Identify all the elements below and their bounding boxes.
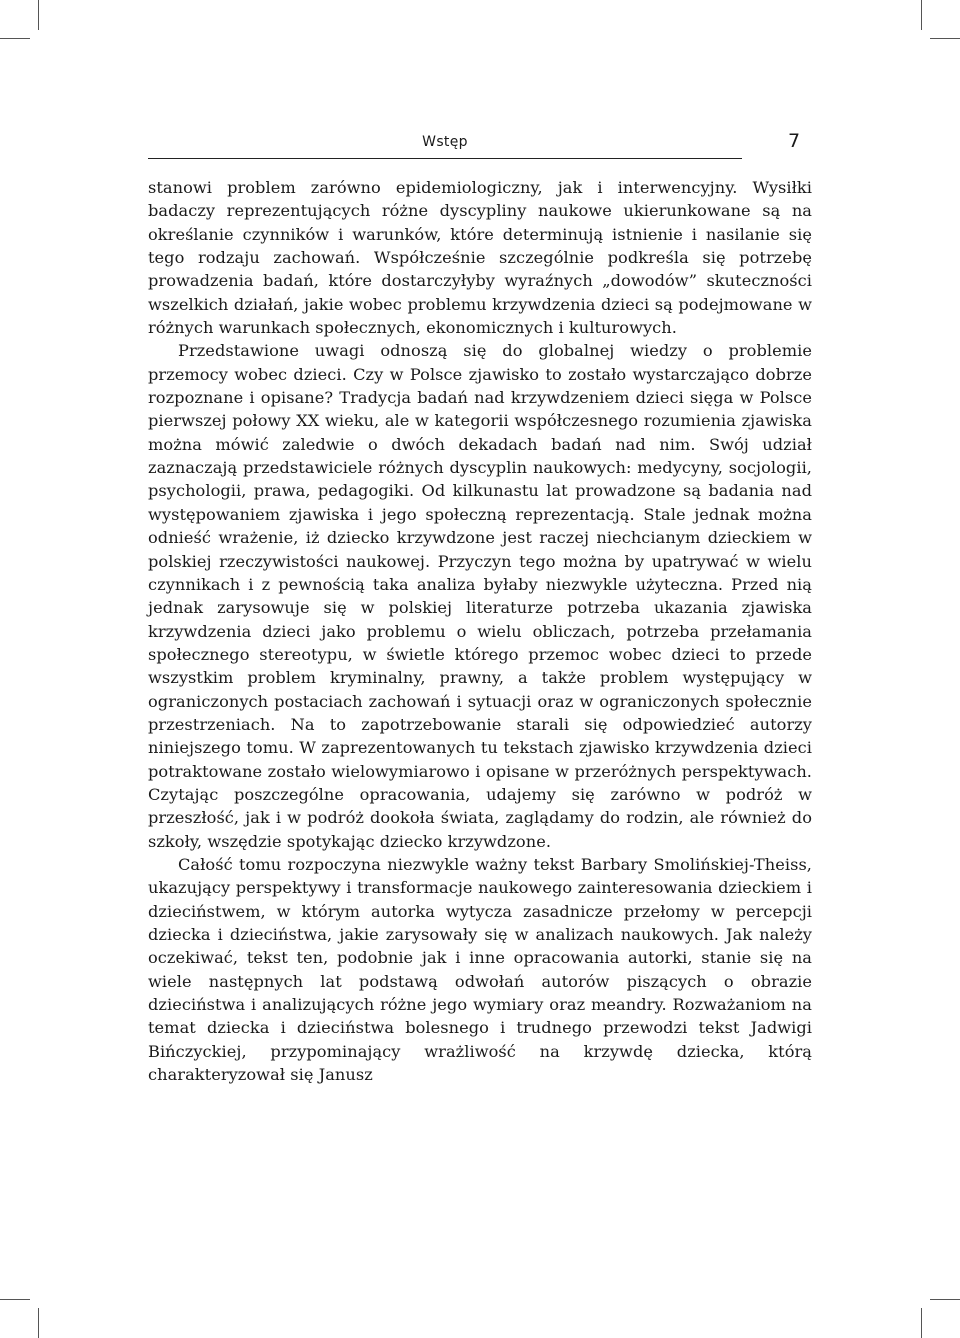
crop-mark-bottom-left-horizontal <box>0 1299 30 1300</box>
crop-mark-bottom-right-horizontal <box>930 1299 960 1300</box>
crop-mark-bottom-right-vertical <box>921 1308 922 1338</box>
running-title: Wstęp <box>422 134 468 150</box>
main-text <box>148 176 812 1086</box>
page-number: 7 <box>788 130 801 152</box>
paragraph: stanowi problem zarówno epidemiologiczny, jak i interwencyjny. Wysiłki badaczy reprezentujących różne dyscypliny naukowe ukierunkowane są na określanie czynników i warunków, które determinują istnienie i nasilanie się tego rodzaju zachowań. Współcześnie szczególnie podkreśla się potrzebę prowadzenia badań, które dostarczyłyby wyraźnych „dowodów” skuteczności wszelkich działań, jakie wobec problemu krzywdzenia dzieci są podejmowane w różnych warunkach społecznych, ekonomicznych i kulturowych. <box>148 178 812 338</box>
crop-mark-top-left-vertical <box>38 0 39 30</box>
crop-mark-top-left-horizontal <box>0 38 30 39</box>
crop-mark-bottom-left-vertical <box>38 1308 39 1338</box>
running-header <box>148 130 742 159</box>
paragraph: Całość tomu rozpoczyna niezwykle ważny tekst Barbary Smolińskiej-Theiss, ukazujący perspektywy i transformacje naukowego zainteresowania dzieckiem i dzieciństwem, w którym autorka wytycza zasadnicze przełomy w percepcji dziecka i dzieciństwa, jakie zarysowały się w analizach naukowych. Jak należy oczekiwać, tekst ten, podobnie jak i inne opracowania autorki, stanie się na wiele następnych lat podstawą odwołań autorów piszących o obrazie dzieciństwa i analizujących różne jego wymiary oraz meandry. Rozważaniom na temat dziecka i dzieciństwa bolesnego i trudnego przewodzi tekst Jadwigi Bińczyckiej, przypominający wrażliwość na krzywdę dziecka, którą charakteryzował się Janusz <box>148 854 812 1085</box>
crop-mark-top-right-vertical <box>921 0 922 30</box>
paragraph: Przedstawione uwagi odnoszą się do globalnej wiedzy o problemie przemocy wobec dzieci. Czy w Polsce zjawisko to zostało wystarczająco dobrze rozpoznane i opisane? Tradycja badań nad krzywdzeniem dzieci sięga w Polsce pierwszej połowy XX wieku, ale w kategorii współczesnego rozumienia zjawiska można mówić zaledwie o dwóch dekadach badań nad nim. Swój udział zaznaczają przedstawiciele różnych dyscyplin naukowych: medycyny, socjologii, psychologii, prawa, pedagogiki. Od kilkunastu lat prowadzone są badania nad występowaniem zjawiska i jego społeczną reprezentacją. Stale jednak można odnieść wrażenie, iż dziecko krzywdzone jest raczej niechcianym dzieckiem w polskiej rzeczywistości naukowej. Przyczyn tego można by upatrywać w wielu czynnikach i z pewnością taka analiza byłaby niezwykle użyteczna. Przed nią jednak zarysowuje się w polskiej literaturze potrzeba ukazania zjawiska krzywdzenia dzieci jako problemu o wielu obliczach, potrzeba przełamania społecznego stereotypu, w świetle którego przemoc wobec dzieci to przede wszystkim problem kryminalny, prawny, a także problem występujący w ograniczonych postaciach zachowań i sytuacji oraz w ograniczonych społecznie przestrzeniach. Na to zapotrzebowanie starali się odpowiedzieć autorzy niniejszego tomu. W zaprezentowanych tu tekstach zjawisko krzywdzenia dzieci potraktowane zostało wielowymiarowo i opisane w przeróżnych perspektywach. Czytając poszczególne opracowania, udajemy się zarówno w podróż w przeszłość, jak i w podróż dookoła świata, zaglądamy do rodzin, ale również do szkoły, wszędzie spotykając dziecko krzywdzone. <box>148 341 812 851</box>
crop-mark-top-right-horizontal <box>930 38 960 39</box>
